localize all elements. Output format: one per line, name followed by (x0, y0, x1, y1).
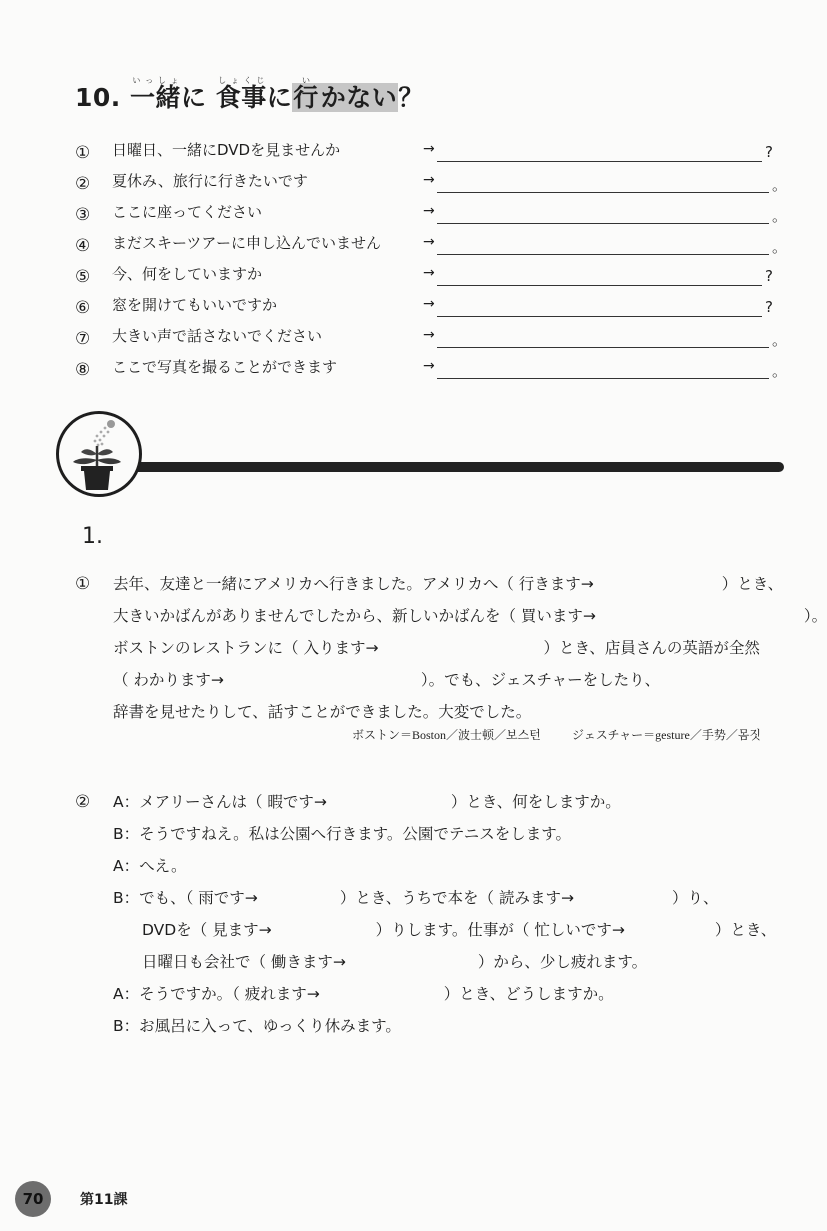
title-part: に (266, 83, 293, 112)
exercise-item (75, 352, 788, 382)
item-sentence: まだスキーツアーに申し込んでいません (112, 234, 381, 252)
passage-line (113, 668, 660, 690)
passage-text: B：そうですねえ。私は公園へ行きます。公園でテニスをします。 (113, 825, 571, 843)
passage-text: ）とき、うちで本を（ 読みます→ (339, 889, 574, 907)
item-ending: 。 (772, 207, 788, 225)
passage-text: A：へえ。 (113, 857, 187, 875)
passage-text: 日曜日も会社で（ 働きます→ (142, 953, 346, 971)
passage-text: ）とき、 (721, 575, 784, 593)
arrow-icon: → (423, 172, 435, 188)
item-sentence: 日曜日、一緒にDVDを見ませんか (112, 141, 341, 159)
item-ending: 。 (772, 238, 788, 256)
title-part: かない (320, 83, 398, 112)
passage-line (113, 700, 531, 722)
item-number: ④ (75, 236, 91, 256)
passage-line (113, 886, 718, 908)
page-number-badge: 70 (15, 1181, 51, 1217)
answer-blank[interactable] (437, 161, 762, 162)
passage-line (113, 604, 827, 626)
item-number: ③ (75, 205, 91, 225)
passage-line (142, 918, 776, 940)
item-sentence: 夏休み、旅行に行きたいです (112, 172, 308, 190)
title-part: 行い (293, 76, 319, 112)
item-sentence: 大きい声で話さないでください (112, 327, 323, 345)
item-ending: 。 (772, 176, 788, 194)
passage-line (113, 982, 614, 1004)
passage-line (113, 790, 621, 812)
section-divider (126, 462, 784, 472)
item-ending: ? (765, 143, 773, 161)
passage-text: B：お風呂に入って、ゆっくり休みます。 (113, 1017, 401, 1035)
passage-text: 大きいかばんがありませんでしたから、新しいかばんを（ 買います→ (113, 607, 596, 625)
passage-text: ）とき、店員さんの英語が全然 (543, 639, 760, 657)
arrow-icon: → (423, 358, 435, 374)
passage-text: ）とき、どうしますか。 (443, 985, 614, 1003)
item-number: ⑧ (75, 360, 91, 380)
item-number: ⑦ (75, 329, 91, 349)
item-ending: 。 (772, 362, 788, 380)
passage-text: A：そうですか。（ 疲れます→ (113, 985, 320, 1003)
chapter-label: 第11課 (80, 1192, 128, 1208)
passage-line (113, 572, 783, 594)
passage-text: ）。でも、ジェスチャーをしたり、 (420, 671, 661, 689)
answer-blank[interactable] (437, 378, 769, 379)
answer-blank[interactable] (437, 316, 762, 317)
passage-text: （ わかります→ (113, 671, 224, 689)
passage-text: 去年、友達と一緒にアメリカへ行きました。アメリカへ（ 行きます→ (113, 575, 594, 593)
answer-blank[interactable] (437, 285, 762, 286)
passage-text: ）から、少し疲れます。 (477, 953, 648, 971)
passage-text: ）。 (803, 607, 827, 625)
note-gesture: ジェスチャー＝gesture／手势／몸짓 (572, 728, 761, 742)
title-part: 食事しょくじ (215, 76, 267, 112)
passage-text: ）とき、何をしますか。 (450, 793, 621, 811)
answer-blank[interactable] (437, 192, 769, 193)
passage-line (113, 822, 571, 844)
item-ending: ? (765, 298, 773, 316)
title-part: に (181, 83, 216, 112)
item-number: ① (75, 143, 91, 163)
passage-text: ）りします。仕事が（ 忙しいです→ (375, 921, 625, 939)
exercise-item (75, 290, 785, 320)
passage-line (142, 950, 647, 972)
arrow-icon: → (423, 141, 435, 157)
question-2-number: ② (75, 792, 91, 812)
exercise-item (75, 197, 788, 227)
passage-line (113, 636, 760, 658)
arrow-icon: → (423, 234, 435, 250)
question-1-number: ① (75, 574, 91, 594)
exercise-item (75, 228, 788, 258)
item-number: ② (75, 174, 91, 194)
section-number: 1. (82, 524, 103, 549)
arrow-icon: → (423, 265, 435, 281)
arrow-icon: → (423, 296, 435, 312)
exercise-item (75, 259, 785, 289)
answer-blank[interactable] (437, 254, 769, 255)
exercise-item (75, 166, 788, 196)
exercise-title-text (130, 76, 424, 112)
passage-line (113, 854, 187, 876)
exercise-item (75, 135, 785, 165)
passage-text: ）り、 (671, 889, 719, 907)
passage-line (113, 1014, 401, 1036)
arrow-icon: → (423, 203, 435, 219)
passage-text: 辞書を見せたりして、話すことができました。大変でした。 (113, 703, 532, 721)
passage-text: DVDを（ 見ます→ (142, 921, 272, 939)
item-ending: 。 (772, 331, 788, 349)
exercise-number: 10. (75, 83, 121, 112)
passage-text: ボストンのレストランに（ 入ります→ (113, 639, 379, 657)
item-sentence: ここで写真を撮ることができます (112, 358, 338, 376)
plant-watering-icon (56, 411, 142, 497)
passage-text: B：でも、（ 雨です→ (113, 889, 258, 907)
item-ending: ? (765, 267, 773, 285)
exercise-item (75, 321, 788, 351)
title-part: ？ (398, 83, 424, 112)
answer-blank[interactable] (437, 347, 769, 348)
answer-blank[interactable] (437, 223, 769, 224)
item-number: ⑥ (75, 298, 91, 318)
exercise-title (75, 76, 424, 114)
item-number: ⑤ (75, 267, 91, 287)
passage-text: A：メアリーさんは（ 暇です→ (113, 793, 327, 811)
passage-text: ）とき、 (714, 921, 777, 939)
title-part: 一緒いっしょ (130, 76, 182, 112)
item-sentence: 今、何をしていますか (112, 265, 263, 283)
note-boston: ボストン＝Boston／波士顿／보스턴 (352, 728, 541, 742)
item-sentence: 窓を開けてもいいですか (112, 296, 278, 314)
arrow-icon: → (423, 327, 435, 343)
item-sentence: ここに座ってください (112, 203, 263, 221)
